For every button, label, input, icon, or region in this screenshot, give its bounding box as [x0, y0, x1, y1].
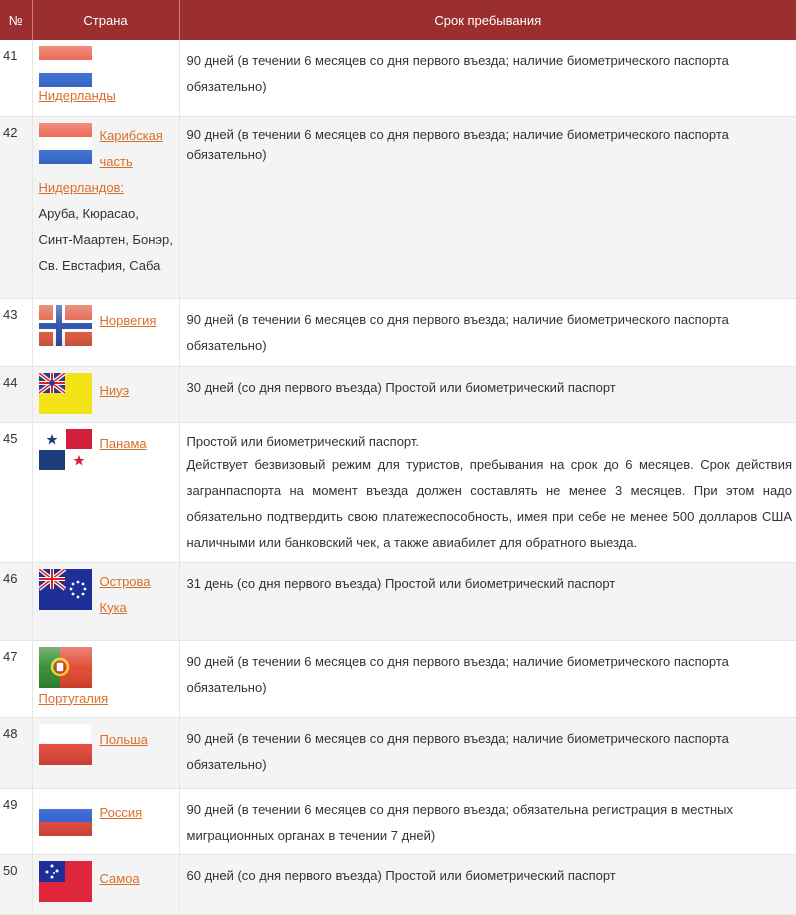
- country-cell: [32, 640, 179, 717]
- row-number: 50: [0, 854, 32, 914]
- stay-cell: 30 дней (со дня первого въезда) Простой или биометрический паспорт: [179, 366, 796, 422]
- stay-line: Простой или биометрический паспорт.: [186, 433, 419, 449]
- stay-details: Действует безвизовый режим для туристов, пребывания на срок до 6 месяцев. Срок действия загранпаспорта на момент въезда должен составлять не менее 3 месяцев. При этом надо обязательно подтвердить свою платежеспособность, имея при себе не менее 500 долларов США наличными или банковский чек, а также авиабилет для обратного выезда.: [186, 456, 792, 550]
- country-cell: [32, 788, 179, 854]
- stay-cell: [179, 422, 796, 562]
- cook-islands-flag-icon: [39, 569, 92, 610]
- column-header-num: №: [0, 0, 32, 40]
- row-number: 45: [0, 422, 32, 562]
- russia-flag-icon: [39, 795, 92, 836]
- stay-cell: 90 дней (в течении 6 месяцев со дня первого въезда; обязательна регистрация в местных миграционных органах в течении 7 дней): [179, 788, 796, 854]
- stay-cell: 90 дней (в течении 6 месяцев со дня первого въезда; наличие биометрического паспорта обязательно): [179, 298, 796, 366]
- country-link[interactable]: Панама: [99, 435, 147, 451]
- country-cell: [32, 298, 179, 366]
- table-row: [0, 422, 796, 562]
- stay-cell: 90 дней (в течении 6 месяцев со дня первого въезда; наличие биометрического паспорта обязательно): [179, 116, 796, 298]
- row-number: 48: [0, 717, 32, 788]
- country-territories: Аруба, Кюрасао, Синт-Маартен, Бонэр, Св. Евстафия, Саба: [38, 205, 173, 273]
- row-number: 42: [0, 116, 32, 298]
- country-cell: [32, 366, 179, 422]
- row-number: 46: [0, 562, 32, 640]
- country-cell: [32, 854, 179, 914]
- country-link[interactable]: Ниуэ: [99, 382, 130, 398]
- table-row: [0, 116, 796, 298]
- country-cell: [32, 717, 179, 788]
- country-link[interactable]: Нидерланды: [38, 88, 116, 103]
- country-link[interactable]: Норвегия: [99, 312, 157, 328]
- column-header-country: Страна: [32, 0, 179, 40]
- country-cell: [32, 422, 179, 562]
- row-number: 49: [0, 788, 32, 854]
- row-number: 41: [0, 40, 32, 116]
- country-link[interactable]: Польша: [99, 731, 148, 747]
- stay-cell: 90 дней (в течении 6 месяцев со дня первого въезда; наличие биометрического паспорта обязательно): [179, 40, 796, 116]
- country-link[interactable]: Португалия: [38, 690, 109, 706]
- table-row: [0, 717, 796, 788]
- netherlands-flag-icon: [39, 123, 92, 164]
- table-row: [0, 562, 796, 640]
- stay-cell: 31 день (со дня первого въезда) Простой или биометрический паспорт: [179, 562, 796, 640]
- panama-flag-icon: [39, 429, 92, 470]
- table-row: [0, 298, 796, 366]
- country-link[interactable]: Карибская часть Нидерландов:: [38, 127, 163, 195]
- row-number: 47: [0, 640, 32, 717]
- country-link[interactable]: Россия: [99, 804, 143, 820]
- stay-cell: 90 дней (в течении 6 месяцев со дня первого въезда; наличие биометрического паспорта обязательно): [179, 640, 796, 717]
- portugal-flag-icon: [39, 647, 92, 688]
- table-row: [0, 640, 796, 717]
- row-number: 44: [0, 366, 32, 422]
- country-cell: [32, 116, 179, 298]
- niue-flag-icon: [39, 373, 92, 414]
- table-row: [0, 788, 796, 854]
- poland-flag-icon: [39, 724, 92, 765]
- country-cell: [32, 562, 179, 640]
- column-header-stay: Срок пребывания: [179, 0, 796, 40]
- samoa-flag-icon: [39, 861, 92, 902]
- table-row: [0, 854, 796, 914]
- country-link[interactable]: Самоа: [99, 870, 140, 886]
- norway-flag-icon: [39, 305, 92, 346]
- country-cell: [32, 40, 179, 116]
- row-number: 43: [0, 298, 32, 366]
- netherlands-flag-icon: [39, 46, 92, 87]
- table-row: [0, 366, 796, 422]
- table-header-row: [0, 0, 796, 40]
- stay-cell: 90 дней (в течении 6 месяцев со дня первого въезда; наличие биометрического паспорта обязательно): [179, 717, 796, 788]
- table-row: [0, 40, 796, 116]
- stay-cell: 60 дней (со дня первого въезда) Простой или биометрический паспорт: [179, 854, 796, 914]
- country-link[interactable]: Острова Кука: [99, 573, 151, 615]
